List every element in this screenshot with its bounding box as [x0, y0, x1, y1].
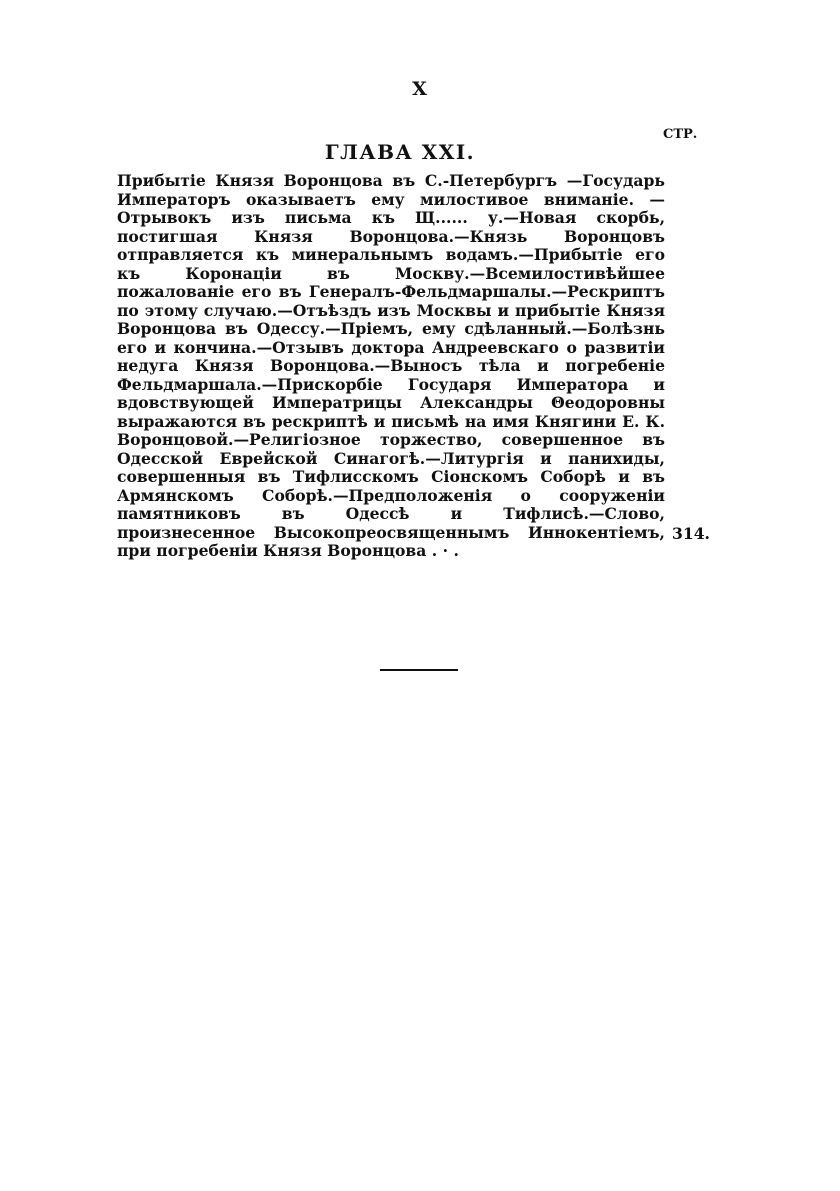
- dot-leader: . · .: [431, 541, 459, 560]
- end-rule: [380, 669, 458, 671]
- chapter-summary: [117, 172, 665, 561]
- chapter-title: ГЛАВА XXI.: [324, 140, 476, 164]
- page-column-label: СТР.: [663, 127, 698, 142]
- page-number: X: [412, 78, 428, 100]
- chapter-summary-text: Прибытіе Князя Воронцова въ С.-Петербургъ —Государь Императоръ оказываетъ ему милостивое вниманіе. — Отрывокъ изъ письма къ Щ...... у.—Новая скорбь, постигшая Князя Воронцова.—Князь Воронцовъ отправляется къ минеральнымъ водамъ.—Прибытіе его къ Коронаціи въ Москву.—Всемилостивѣйшее пожалованіе его въ Генералъ-Фельдмаршалы.—Рескриптъ по этому случаю.—Отъѣздъ изъ Москвы и прибытіе Князя Воронцова въ Одессу.—Пріемъ, ему сдѣланный.—Болѣзнь его и кончина.—Отзывъ доктора Андреевскаго о развитіи недуга Князя Воронцова.—Выносъ тѣла и погребеніе Фельдмаршала.—Прискорбіе Государя Императора и вдовствующей Императрицы Александры Θеодоровны выражаются въ рескриптѣ и письмѣ на имя Княгини Е. К. Воронцовой.—Религіозное торжество, совершенное въ Одесской Еврейской Синагогѣ.—Литургія и панихиды, совершенныя въ Тифлисскомъ Сіонскомъ Соборѣ и въ Армянскомъ Соборѣ.—Предположенія о сооруженіи памятниковъ въ Одессѣ и Тифлисѣ.—Слово, произнесенное Высокопреосвященнымъ Иннокентіемъ, при погребеніи Князя Воронцова: [117, 171, 665, 560]
- page-reference: 314.: [672, 524, 710, 543]
